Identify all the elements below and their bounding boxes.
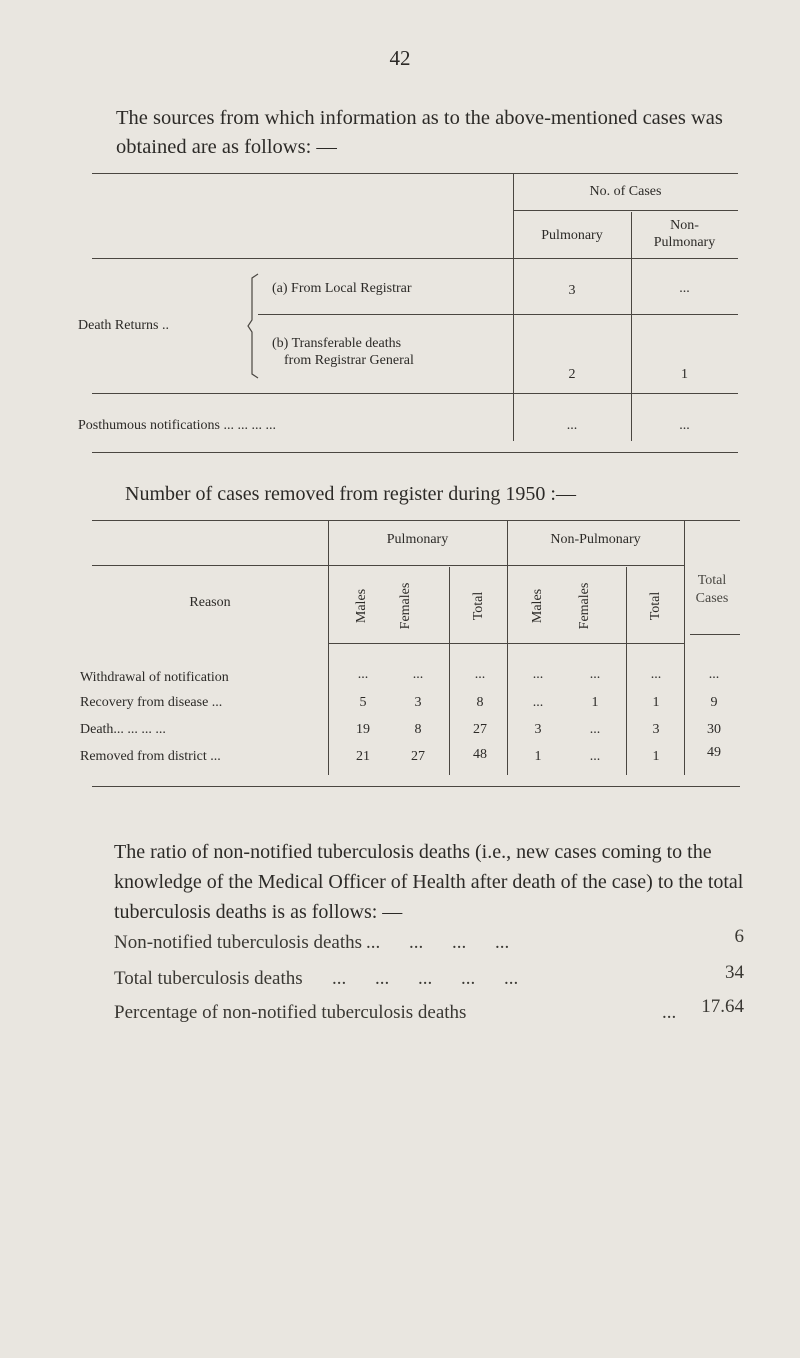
posthumous-pulmonary: ... <box>566 418 578 433</box>
col-pulmonary-header: Pulmonary <box>541 228 603 243</box>
cell-pulmonary-females: 8 <box>414 722 422 737</box>
cell-pulmonary-males: 21 <box>356 749 370 764</box>
cell-pulmonary-total: 27 <box>473 722 487 737</box>
cell-non-males: ... <box>532 667 544 682</box>
total-cases-header: Total Cases <box>695 573 729 606</box>
row-reason: Recovery from disease ... <box>80 695 223 710</box>
cell-total-cases: ... <box>708 667 720 682</box>
sub-header-pulmonary-females: Females <box>398 582 413 630</box>
ratio-line-non-notified: Non-notified tuberculosis deaths ... ... ... ... 6 <box>114 926 744 953</box>
reason-header: Reason <box>189 595 231 610</box>
row-b-pulmonary: 2 <box>568 367 576 382</box>
ratio-paragraph: The ratio of non-notified tuberculosis deaths (i.e., new cases coming to the knowledge of the Medical Officer of Health after death of the case) to the total tuberculosis deaths is as follows: — <box>114 841 744 923</box>
row-b-non-pulmonary: 1 <box>681 367 688 382</box>
cell-total-cases: 9 <box>710 695 718 710</box>
cell-pulmonary-females: ... <box>412 667 424 682</box>
cell-non-females: ... <box>589 749 601 764</box>
row-reason: Removed from district ... <box>80 749 221 764</box>
ratio-line-total: Total tuberculosis deaths ... ... ... ... ... 34 <box>114 962 744 989</box>
posthumous-label: Posthumous notifications ... ... ... ... <box>78 418 276 433</box>
sub-header-non-females: Females <box>577 582 592 630</box>
cell-pulmonary-females: 27 <box>411 749 425 764</box>
sub-header-non-total: Total <box>648 591 663 621</box>
row-a-non-pulmonary: ... <box>679 281 690 296</box>
row-a-label: (a) From Local Registrar <box>272 281 412 296</box>
cases-group-header: No. of Cases <box>589 184 662 199</box>
brace-icon <box>246 272 262 380</box>
cell-total-cases: 30 <box>707 722 721 737</box>
cell-total-cases: 49 <box>707 745 721 760</box>
ratio-line-percentage: Percentage of non-notified tuberculosis deaths ... 17.64 <box>114 996 744 1023</box>
cell-pulmonary-total: 48 <box>473 747 487 762</box>
cell-non-males: ... <box>532 695 544 710</box>
row-b-label: (b) Transferable deaths from Registrar General <box>272 336 414 368</box>
non-pulmonary-group-header: Non-Pulmonary <box>550 532 641 547</box>
cell-pulmonary-total: 8 <box>476 695 484 710</box>
cell-non-total: 1 <box>652 749 660 764</box>
cell-non-females: 1 <box>591 695 599 710</box>
col-non-pulmonary-header: Non- Pulmonary <box>653 218 716 250</box>
removed-caption: Number of cases removed from register during 1950 :— <box>125 483 576 505</box>
cell-non-total: ... <box>650 667 662 682</box>
cell-non-females: ... <box>589 667 601 682</box>
cell-non-total: 3 <box>652 722 660 737</box>
row-a-pulmonary: 3 <box>568 283 576 298</box>
cell-pulmonary-males: 19 <box>356 722 370 737</box>
cell-pulmonary-males: ... <box>357 667 369 682</box>
sub-header-pulmonary-males: Males <box>354 588 369 624</box>
cell-non-males: 1 <box>534 749 542 764</box>
cell-non-females: ... <box>589 722 601 737</box>
page-number: 42 <box>389 46 411 70</box>
row-reason: Death... ... ... ... <box>80 722 166 737</box>
intro-paragraph: The sources from which information as to the above-mentioned cases was obtained are as follows: — <box>116 107 723 158</box>
cell-non-males: 3 <box>534 722 542 737</box>
death-returns-label: Death Returns .. <box>78 318 169 333</box>
row-reason: Withdrawal of notification <box>80 670 229 685</box>
cell-non-total: 1 <box>652 695 660 710</box>
pulmonary-group-header: Pulmonary <box>386 532 449 547</box>
cell-pulmonary-females: 3 <box>414 695 422 710</box>
cell-pulmonary-males: 5 <box>359 695 367 710</box>
cell-pulmonary-total: ... <box>474 667 486 682</box>
posthumous-non-pulmonary: ... <box>679 418 690 433</box>
sub-header-non-males: Males <box>530 588 545 624</box>
sub-header-pulmonary-total: Total <box>471 591 486 621</box>
